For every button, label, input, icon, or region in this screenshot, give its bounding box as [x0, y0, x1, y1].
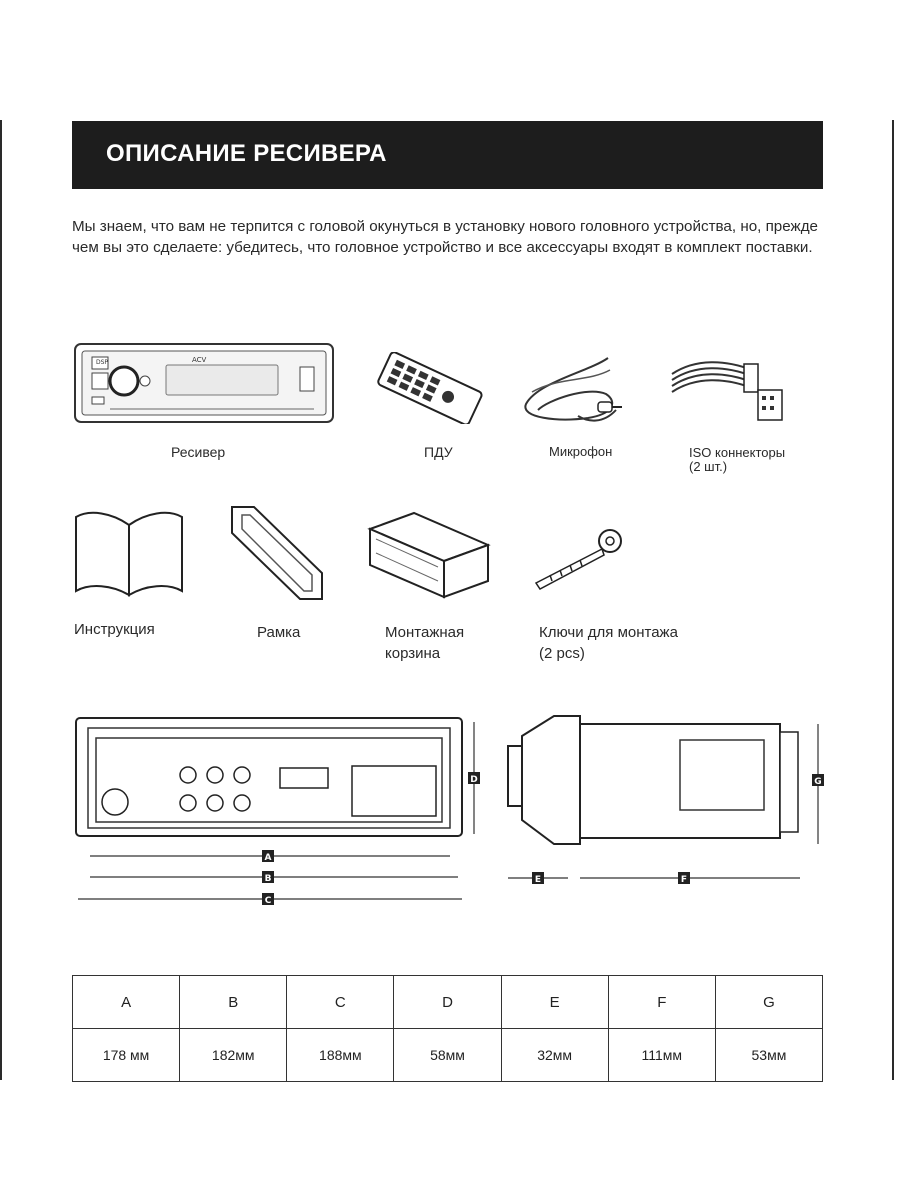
table-value-cell: 178 мм [73, 1029, 180, 1082]
caption-frame: Рамка [257, 624, 301, 641]
table-value-cell: 53мм [715, 1029, 822, 1082]
caption-iso-connectors [689, 446, 785, 474]
table-value-cell: 58мм [394, 1029, 501, 1082]
table-header-cell: B [180, 976, 287, 1029]
iso-connector-illustration [666, 354, 786, 434]
table-header-cell: F [608, 976, 715, 1029]
caption-mounting-cage [385, 622, 464, 664]
table-header-cell: G [715, 976, 822, 1029]
caption-remote: ПДУ [424, 444, 453, 460]
remote-illustration [372, 352, 487, 424]
table-header-row [73, 976, 823, 1029]
side-view-drawing [500, 710, 830, 890]
table-value-cell: 182мм [180, 1029, 287, 1082]
table-header-cell: C [287, 976, 394, 1029]
dim-label-c: C [264, 896, 272, 906]
rear-view-drawing [70, 712, 490, 912]
dsp-label: DSP [96, 359, 109, 366]
mount-line2: корзина [385, 645, 441, 662]
dim-label-d: D [470, 775, 478, 785]
table-header-cell: A [73, 976, 180, 1029]
keys-line1: Ключи для монтажа [539, 624, 678, 641]
iso-label: ISO коннекторы [689, 445, 786, 460]
receiver-illustration [74, 343, 334, 423]
dim-label-f: F [680, 875, 688, 885]
keys-illustration [530, 527, 630, 591]
section-header [72, 121, 823, 189]
mounting-cage-illustration [364, 505, 494, 605]
caption-manual: Инструкция [74, 621, 155, 638]
table-value-row [73, 1029, 823, 1082]
table-value-cell: 111мм [608, 1029, 715, 1082]
table-value-cell: 32мм [501, 1029, 608, 1082]
dimensions-table [72, 975, 823, 1082]
dim-label-a: A [264, 853, 272, 863]
intro-paragraph: Мы знаем, что вам не терпится с головой окунуться в установку нового головного устройства, но, прежде чем вы это сделаете: убедитесь, что головное устройство и все аксессуары входят в комплект поставки. [72, 218, 819, 256]
caption-receiver: Ресивер [171, 444, 226, 460]
frame-illustration [218, 503, 328, 603]
microphone-illustration [518, 352, 633, 432]
dim-label-b: B [264, 874, 272, 884]
brand-logo: ACV [192, 356, 207, 364]
mount-line1: Монтажная [385, 624, 465, 641]
manual-illustration [72, 505, 187, 597]
caption-microphone: Микрофон [549, 444, 613, 459]
dim-label-g: G [814, 777, 822, 787]
caption-keys [539, 622, 678, 664]
dim-label-e: E [534, 875, 542, 885]
keys-line2: (2 pcs) [539, 645, 585, 662]
table-header-cell: E [501, 976, 608, 1029]
table-header-cell: D [394, 976, 501, 1029]
page-border-right [892, 120, 894, 1080]
iso-count: (2 шт.) [689, 459, 728, 474]
page-title: ОПИСАНИЕ РЕСИВЕРА [106, 140, 387, 167]
table-value-cell: 188мм [287, 1029, 394, 1082]
page-border-left [0, 120, 2, 1080]
